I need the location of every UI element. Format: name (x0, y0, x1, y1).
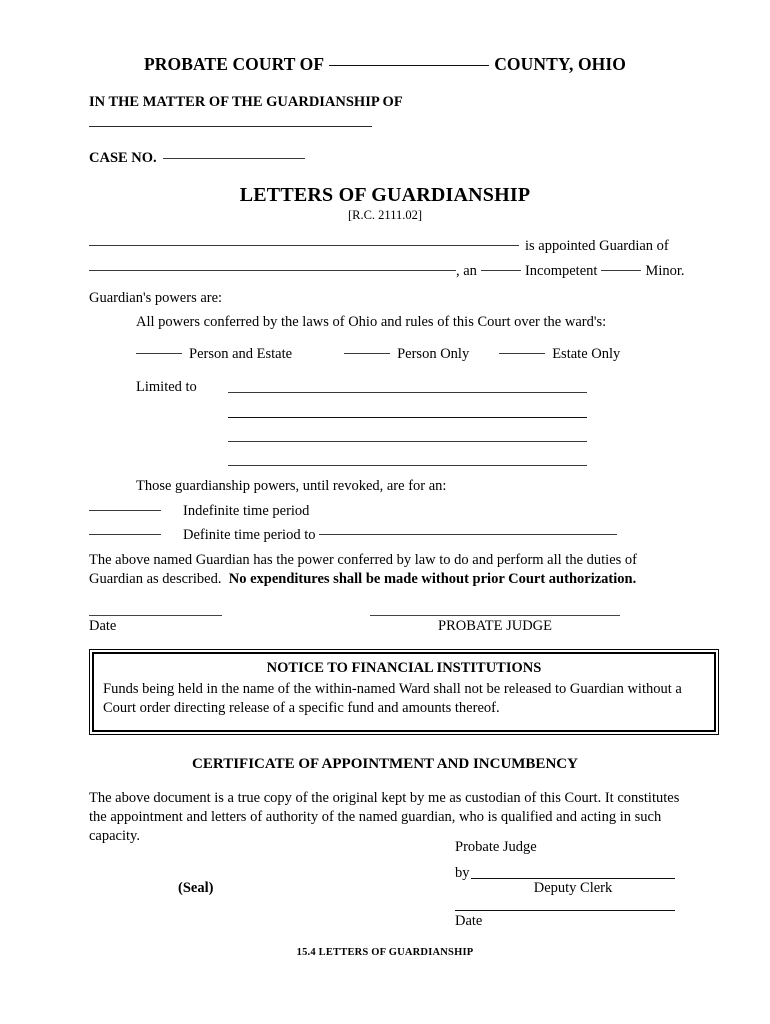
limited-to-blank-line-2[interactable] (228, 417, 587, 418)
minor-checkbox-blank[interactable] (601, 270, 641, 271)
county-blank-line[interactable] (329, 65, 489, 66)
page-title: LETTERS OF GUARDIANSHIP (239, 184, 531, 206)
ward-name-blank-line-2[interactable] (89, 270, 456, 271)
case-number-blank-line[interactable] (163, 158, 305, 159)
form-footer: 15.4 LETTERS OF GUARDIANSHIP (296, 947, 474, 958)
appointment-line-1 (89, 238, 671, 255)
time-period-intro: Those guardianship powers, until revoked, are for an: (136, 478, 447, 494)
scope-options-row (136, 346, 620, 363)
limited-to-blank-line-3[interactable] (228, 441, 587, 442)
court-title-prefix: PROBATE COURT OF (143, 54, 325, 74)
estate-only-checkbox-blank[interactable] (499, 353, 545, 354)
clerk-date-label: Date (455, 913, 483, 929)
definite-date-blank-line[interactable] (319, 534, 617, 535)
definite-time-period-label: Definite time period to (183, 527, 316, 543)
indefinite-time-period-label: Indefinite time period (183, 503, 310, 519)
case-number-row (89, 150, 305, 167)
by-label: by (455, 865, 470, 881)
definite-time-period-row (89, 527, 617, 544)
notice-inner-border (92, 652, 716, 732)
powers-intro: Guardian's powers are: (89, 290, 223, 306)
person-only-checkbox-blank[interactable] (344, 353, 390, 354)
scope-option-person-only: Person Only (397, 346, 470, 362)
ward-name-blank-line[interactable] (89, 126, 372, 127)
certificate-body: The above document is a true copy of the original kept by me as custodian of this Court. It constitutes the appointment and letters of authority of the named guardian, who is qualified and acting in such capacity. (89, 790, 680, 844)
probate-judge-label: PROBATE JUDGE (438, 618, 552, 634)
all-powers-text: All powers conferred by the laws of Ohio and rules of this Court over the ward's: (136, 314, 607, 330)
statute-citation: [R.C. 2111.02] (347, 208, 423, 222)
certificate-title: CERTIFICATE OF APPOINTMENT AND INCUMBENCY (192, 756, 578, 772)
deputy-clerk-signature-line[interactable] (471, 878, 675, 879)
guardian-authority-text: The above named Guardian has the power conferred by law to do and perform all the duties of Guardian as described. (89, 552, 637, 587)
notice-to-financial-institutions-box (89, 649, 719, 735)
person-and-estate-checkbox-blank[interactable] (136, 353, 182, 354)
guardian-name-blank-line[interactable] (89, 245, 519, 246)
limited-to-blank-line-1[interactable] (228, 392, 587, 393)
no-expenditures-notice: No expenditures shall be made without prior Court authorization. (228, 571, 637, 587)
court-title (89, 54, 681, 75)
appointment-line-2 (89, 263, 685, 280)
limited-to-label: Limited to (136, 379, 197, 395)
scope-option-estate-only: Estate Only (552, 346, 621, 362)
notice-title: NOTICE TO FINANCIAL INSTITUTIONS (266, 660, 542, 676)
appointment-comma-an: , an (456, 263, 477, 279)
indefinite-time-period-row (89, 503, 309, 520)
case-number-label: CASE NO. (89, 150, 157, 166)
incompetent-checkbox-blank[interactable] (481, 270, 521, 271)
limited-to-blank-line-4[interactable] (228, 465, 587, 466)
indefinite-checkbox-blank[interactable] (89, 510, 161, 511)
minor-label: Minor. (645, 263, 685, 279)
appointment-line-1-text: is appointed Guardian of (525, 238, 669, 254)
clerk-date-signature-line[interactable] (455, 910, 675, 911)
incompetent-label: Incompetent (524, 263, 598, 279)
deputy-clerk-label: Deputy Clerk (533, 880, 613, 896)
matter-label: IN THE MATTER OF THE GUARDIANSHIP OF (89, 94, 403, 110)
judge-date-signature-line[interactable] (89, 615, 222, 616)
judge-date-label: Date (89, 618, 117, 634)
notice-body: Funds being held in the name of the within-named Ward shall not be released to Guardian without a Court order directing release of a specific fund and amounts thereof. (103, 681, 682, 716)
probate-judge-block-label: Probate Judge (455, 839, 537, 855)
guardian-authority-paragraph (89, 551, 674, 589)
seal-label: (Seal) (178, 880, 214, 896)
scope-option-person-and-estate: Person and Estate (189, 346, 293, 362)
probate-judge-signature-line[interactable] (370, 615, 620, 616)
definite-checkbox-blank[interactable] (89, 534, 161, 535)
court-title-suffix: COUNTY, OHIO (494, 54, 627, 74)
